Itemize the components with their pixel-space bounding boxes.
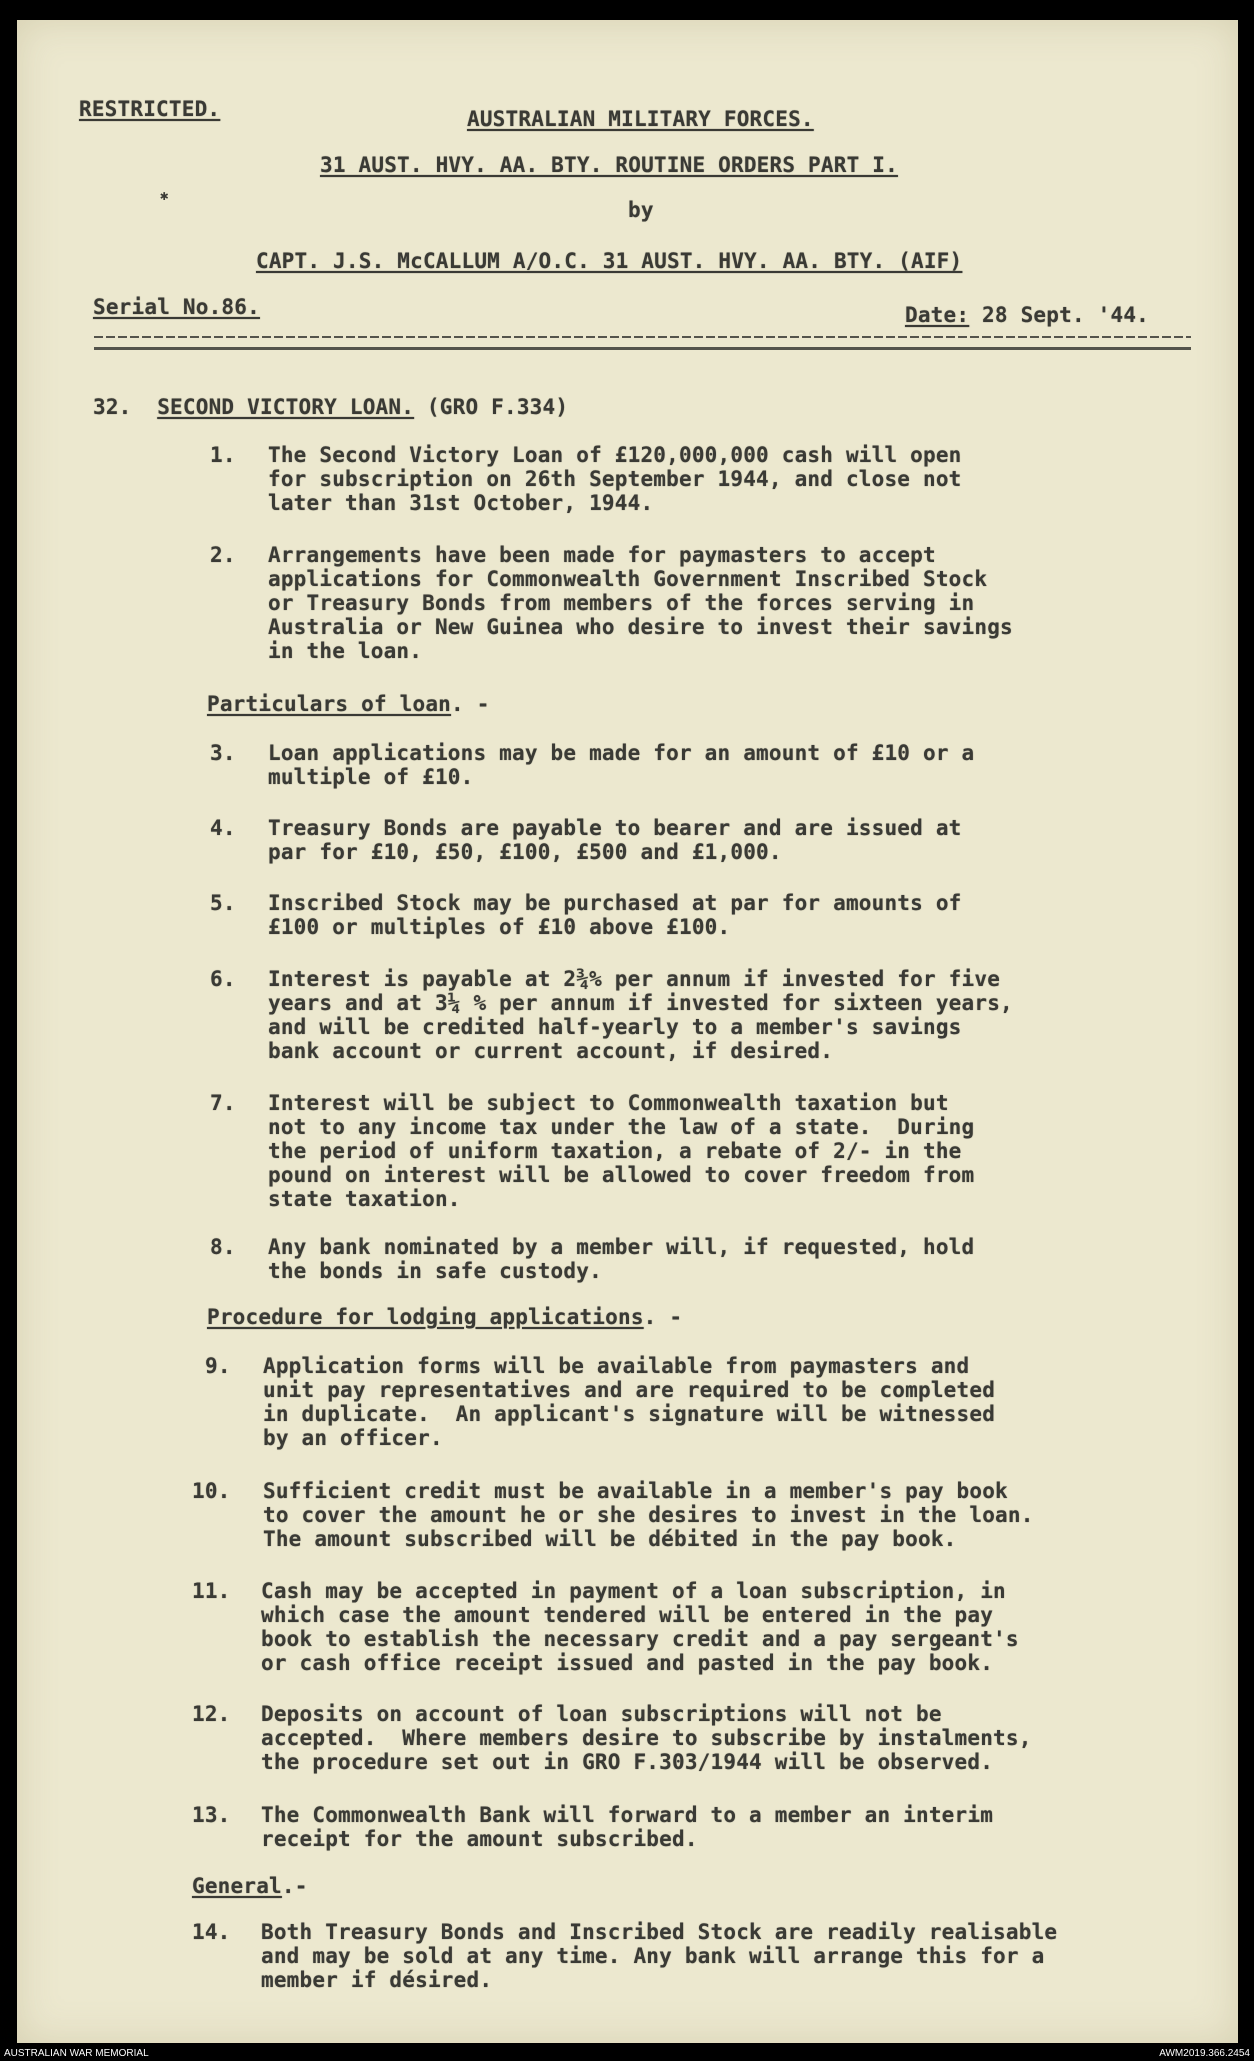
- paragraph-line: The Commonwealth Bank will forward to a member an interim: [261, 1803, 994, 1827]
- serial-number: Serial No.86.: [93, 295, 260, 319]
- section-number: 32.: [93, 395, 132, 419]
- date-value: 28 Sept. '44.: [969, 303, 1150, 327]
- paragraph-number: 13.: [192, 1803, 231, 1827]
- ink-mark: ✱: [160, 188, 169, 204]
- paragraph-line: the bonds in safe custody.: [268, 1259, 602, 1283]
- paragraph-number: 9.: [205, 1354, 231, 1378]
- paragraph-number: 11.: [192, 1579, 231, 1603]
- header-rule: [94, 347, 1191, 350]
- heading-procedure-tail: . -: [643, 1305, 683, 1329]
- paragraph-line: Loan applications may be made for an amount of £10 or a: [268, 741, 975, 765]
- paragraph-line: par for £10, £50, £100, £500 and £1,000.: [268, 840, 782, 864]
- officer-line: CAPT. J.S. McCALLUM A/O.C. 31 AUST. HVY. AA. BTY. (AIF): [256, 249, 963, 273]
- paragraph-line: or Treasury Bonds from members of the forces serving in: [268, 591, 975, 615]
- paragraph-number: 2.: [210, 543, 236, 567]
- paragraph-line: later than 31st October, 1944.: [268, 491, 654, 515]
- paragraph-number: 10.: [192, 1479, 231, 1503]
- paragraph-line: and may be sold at any time. Any bank will arrange this for a: [261, 1944, 1045, 1968]
- paragraph-line: Both Treasury Bonds and Inscribed Stock are readily realisable: [261, 1920, 1058, 1944]
- section-title: SECOND VICTORY LOAN.: [157, 395, 415, 419]
- paragraph-line: and will be credited half-yearly to a member's savings: [268, 1015, 962, 1039]
- routine-orders-heading: 31 AUST. HVY. AA. BTY. ROUTINE ORDERS PART I.: [320, 153, 898, 177]
- paragraph-line: The Second Victory Loan of £120,000,000 cash will open: [268, 443, 962, 467]
- paragraph-line: Inscribed Stock may be purchased at par for amounts of: [268, 891, 962, 915]
- heading-general: [192, 1874, 308, 1898]
- section-heading: [93, 395, 568, 419]
- classification-label: RESTRICTED.: [79, 97, 221, 121]
- paragraph-number: 7.: [210, 1091, 236, 1115]
- paragraph-line: which case the amount tendered will be entered in the pay: [261, 1603, 994, 1627]
- paragraph-line: receipt for the amount subscribed.: [261, 1827, 698, 1851]
- paragraph-line: Deposits on account of loan subscriptions will not be: [261, 1702, 942, 1726]
- paragraph-number: 5.: [210, 891, 236, 915]
- paragraph-line: the procedure set out in GRO F.303/1944 will be observed.: [261, 1750, 994, 1774]
- paragraph-line: multiple of £10.: [268, 765, 474, 789]
- footer-accession: AWM2019.366.2454: [1159, 2048, 1250, 2059]
- paragraph-number: 1.: [210, 443, 236, 467]
- paragraph-line: not to any income tax under the law of a state. During: [268, 1115, 975, 1139]
- heading-general-text: General: [192, 1874, 282, 1898]
- paragraph-number: 14.: [192, 1920, 231, 1944]
- paragraph-line: The amount subscribed will be débited in the pay book.: [263, 1527, 957, 1551]
- paragraph-line: Treasury Bonds are payable to bearer and are issued at: [268, 816, 962, 840]
- heading-procedure: [207, 1305, 682, 1329]
- paragraph-line: member if désired.: [261, 1968, 493, 1992]
- paragraph-line: £100 or multiples of £10 above £100.: [268, 915, 731, 939]
- paragraph-number: 3.: [210, 741, 236, 765]
- paragraph-line: Interest is payable at 2¾% per annum if invested for five: [268, 967, 1001, 991]
- heading-general-tail: .-: [281, 1874, 308, 1898]
- paragraph-line: accepted. Where members desire to subscribe by instalments,: [261, 1726, 1032, 1750]
- paragraph-line: Cash may be accepted in payment of a loan subscription, in: [261, 1579, 1006, 1603]
- paragraph-line: bank account or current account, if desired.: [268, 1039, 834, 1063]
- paragraph-line: unit pay representatives and are required to be completed: [263, 1378, 996, 1402]
- by-line: by: [628, 198, 654, 222]
- paragraph-line: Sufficient credit must be available in a member's pay book: [263, 1479, 1008, 1503]
- heading-particulars-tail: . -: [451, 692, 490, 716]
- paragraph-line: applications for Commonwealth Government Inscribed Stock: [268, 567, 988, 591]
- heading-particulars: [207, 692, 490, 716]
- paragraph-line: book to establish the necessary credit and a pay sergeant's: [261, 1627, 1019, 1651]
- header-rule-dashed: [94, 336, 1191, 338]
- paragraph-number: 8.: [210, 1235, 236, 1259]
- paragraph-line: in duplicate. An applicant's signature will be witnessed: [263, 1402, 996, 1426]
- heading-procedure-text: Procedure for lodging applications: [207, 1305, 644, 1329]
- paragraph-number: 4.: [210, 816, 236, 840]
- paragraph-number: 6.: [210, 967, 236, 991]
- paragraph-number: 12.: [192, 1702, 231, 1726]
- footer-credit: AUSTRALIAN WAR MEMORIAL: [4, 2048, 149, 2059]
- heading-particulars-text: Particulars of loan: [207, 692, 452, 716]
- paragraph-line: state taxation.: [268, 1187, 461, 1211]
- paragraph-line: Australia or New Guinea who desire to invest their savings: [268, 615, 1013, 639]
- date-label: Date:: [905, 303, 970, 327]
- paragraph-line: by an officer.: [263, 1426, 443, 1450]
- paragraph-line: or cash office receipt issued and pasted in the pay book.: [261, 1651, 994, 1675]
- paragraph-line: years and at 3¼ % per annum if invested for sixteen years,: [268, 991, 1013, 1015]
- paragraph-line: the period of uniform taxation, a rebate of 2/- in the: [268, 1139, 962, 1163]
- paragraph-line: pound on interest will be allowed to cover freedom from: [268, 1163, 975, 1187]
- paragraph-line: Interest will be subject to Commonwealth taxation but: [268, 1091, 949, 1115]
- paragraph-line: Any bank nominated by a member will, if requested, hold: [268, 1235, 975, 1259]
- paragraph-line: Application forms will be available from paymasters and: [263, 1354, 970, 1378]
- date-line: [905, 303, 1149, 327]
- org-heading: AUSTRALIAN MILITARY FORCES.: [467, 107, 814, 131]
- paragraph-line: for subscription on 26th September 1944, and close not: [268, 467, 962, 491]
- paragraph-line: to cover the amount he or she desires to invest in the loan.: [263, 1503, 1034, 1527]
- paragraph-line: in the loan.: [268, 639, 423, 663]
- paragraph-line: Arrangements have been made for paymasters to accept: [268, 543, 936, 567]
- section-ref: (GRO F.334): [414, 395, 569, 419]
